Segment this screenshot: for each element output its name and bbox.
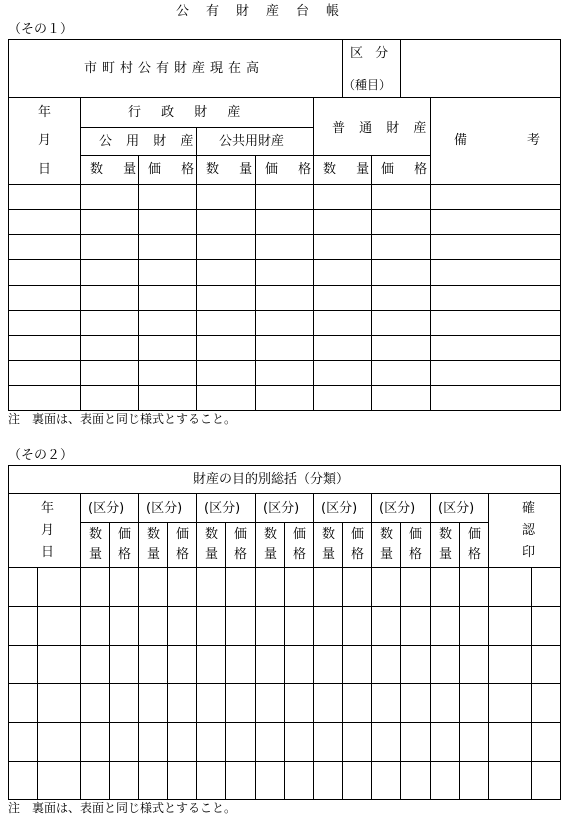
part2-suryo-top-5: 数 [322, 527, 336, 542]
part2-date-day: 日 [41, 545, 55, 560]
part2-suryo-top-4: 数 [264, 527, 278, 542]
part2-suryo-bottom-3: 量 [205, 547, 219, 562]
part2-kakaku-bottom-7: 格 [468, 547, 482, 562]
part2-kakaku-bottom-6: 格 [409, 547, 423, 562]
part1-biko-left: 備 [454, 133, 468, 148]
part2-kakaku-bottom-1: 格 [118, 547, 132, 562]
part1-note: 注 裏面は、表面と同じ様式とすること。 [8, 412, 237, 426]
part1-koyo-suryo: 数 量 [90, 162, 145, 177]
part1-date-day: 日 [38, 162, 52, 177]
part2-suryo-bottom-6: 量 [380, 547, 394, 562]
part1-futsu-suryo: 数 量 [323, 162, 378, 177]
part2-kakaku-bottom-4: 格 [293, 547, 307, 562]
part2-suryo-bottom-4: 量 [264, 547, 278, 562]
part2-suryo-top-3: 数 [205, 527, 219, 542]
page-title: 公有財産台帳 [176, 4, 357, 19]
part2-kakaku-top-6: 価 [409, 527, 423, 542]
part1-kokyoyo-header: 公共用財産 [219, 134, 285, 149]
part1-futsu-header: 普 通 財 産 [332, 121, 432, 136]
part1-gyosei-header: 行 政 財 産 [128, 105, 249, 120]
part2-kakaku-top-4: 価 [293, 527, 307, 542]
part2-kubun-6: (区分) [379, 501, 416, 516]
part2-suryo-bottom-5: 量 [322, 547, 336, 562]
part1-kubun-label: 区 分 [350, 46, 393, 61]
part2-suryo-bottom-2: 量 [147, 547, 161, 562]
part2-kubun-5: (区分) [321, 501, 358, 516]
part2-kakaku-bottom-2: 格 [176, 547, 190, 562]
part2-suryo-bottom-7: 量 [439, 547, 453, 562]
part2-suryo-top-1: 数 [89, 527, 103, 542]
part2-kakaku-top-3: 価 [234, 527, 248, 542]
part2-suryo-top-2: 数 [147, 527, 161, 542]
part2-date-year: 年 [41, 501, 55, 516]
part1-label: （その１） [8, 22, 74, 37]
part2-kubun-3: (区分) [204, 501, 241, 516]
part2-note: 注 裏面は、表面と同じ様式とすること。 [8, 801, 237, 815]
part1-kokyoyo-kakaku: 価 格 [265, 162, 320, 177]
part2-kubun-2: (区分) [146, 501, 183, 516]
part2-kubun-1: (区分) [88, 501, 125, 516]
part1-date-month: 月 [38, 133, 52, 148]
part2-kakaku-bottom-5: 格 [351, 547, 365, 562]
part2-kakaku-top-7: 価 [468, 527, 482, 542]
part1-kokyoyo-suryo: 数 量 [206, 162, 261, 177]
part2-kakunin-2: 認 [522, 523, 536, 538]
part2-kubun-4: (区分) [263, 501, 300, 516]
part2-kakunin-1: 確 [522, 501, 536, 516]
part2-kubun-7: (区分) [438, 501, 475, 516]
part1-header-main: 市町村公有財産現在高 [84, 61, 265, 76]
part1-koyo-kakaku: 価 格 [148, 162, 203, 177]
part2-label: （その２） [8, 448, 74, 463]
part2-suryo-top-7: 数 [439, 527, 453, 542]
part1-shumoku-label: （種目） [343, 78, 392, 92]
part2-header-main: 財産の目的別総括（分類） [193, 472, 350, 487]
part2-kakaku-top-5: 価 [351, 527, 365, 542]
part2-kakunin-3: 印 [522, 545, 536, 560]
part2-kakaku-top-1: 価 [118, 527, 132, 542]
part1-biko-right: 考 [527, 133, 541, 148]
part2-date-month: 月 [41, 523, 55, 538]
part2-suryo-bottom-1: 量 [89, 547, 103, 562]
part1-koyo-header: 公 用 財 産 [99, 134, 199, 149]
part2-kakaku-top-2: 価 [176, 527, 190, 542]
part1-date-year: 年 [38, 105, 52, 120]
part2-kakaku-bottom-3: 格 [234, 547, 248, 562]
part2-suryo-top-6: 数 [380, 527, 394, 542]
part1-futsu-kakaku: 価 格 [381, 162, 436, 177]
